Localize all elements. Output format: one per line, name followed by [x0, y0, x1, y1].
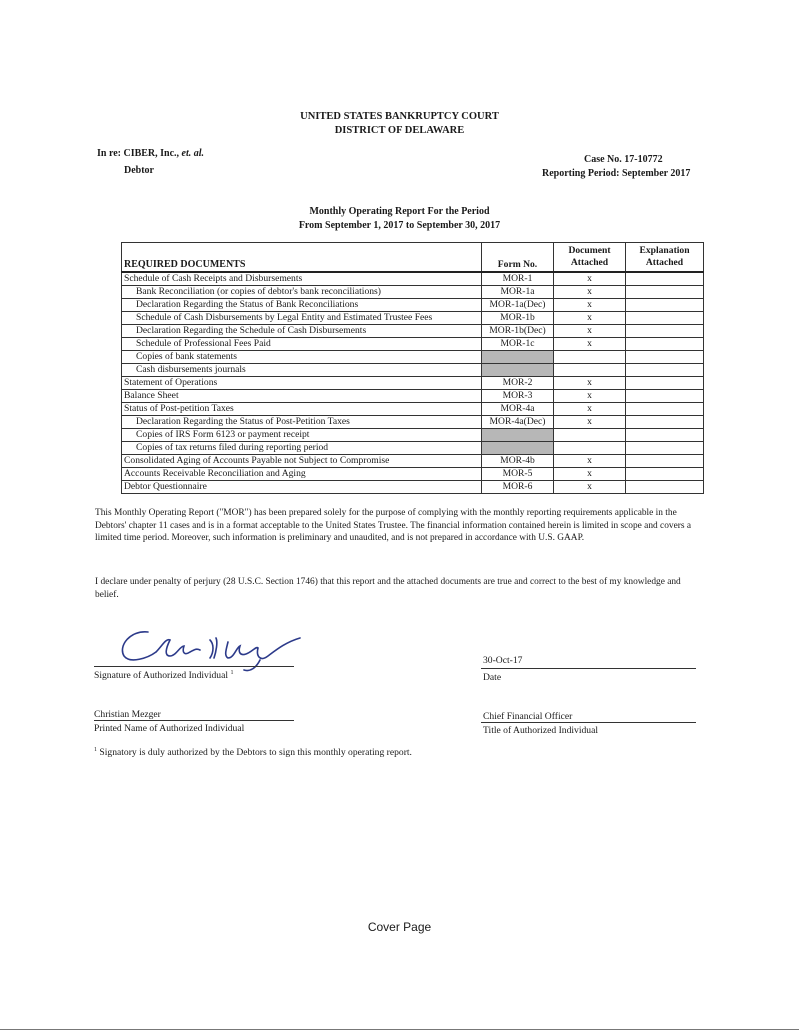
doc-cell: Declaration Regarding the Status of Post-Petition Taxes	[122, 416, 482, 429]
attached-cell: x	[554, 481, 626, 494]
table-row	[122, 403, 704, 416]
form-cell: MOR-2	[482, 377, 554, 390]
doc-cell: Schedule of Cash Receipts and Disbursements	[122, 272, 482, 286]
doc-cell: Declaration Regarding the Status of Bank Reconciliations	[122, 299, 482, 312]
court-district: DISTRICT OF DELAWARE	[334, 125, 465, 136]
signature-line	[94, 666, 294, 667]
attached-cell	[554, 351, 626, 364]
form-cell: MOR-5	[482, 468, 554, 481]
explanation-cell	[626, 403, 704, 416]
bottom-rule	[0, 1029, 799, 1030]
report-title-line1: Monthly Operating Report For the Period	[309, 206, 490, 217]
cover-page-label: Cover Page	[367, 920, 432, 934]
footnote-text: Signatory is duly authorized by the Debtors to sign this monthly operating report.	[99, 747, 412, 759]
explanation-cell	[626, 455, 704, 468]
form-cell: MOR-4a(Dec)	[482, 416, 554, 429]
attached-cell: x	[554, 403, 626, 416]
explanation-cell	[626, 312, 704, 325]
doc-cell: Status of Post-petition Taxes	[122, 403, 482, 416]
explanation-cell	[626, 272, 704, 286]
table-header-row	[122, 243, 704, 273]
attached-cell: x	[554, 416, 626, 429]
table-row	[122, 429, 704, 442]
doc-cell: Bank Reconciliation (or copies of debtor's bank reconciliations)	[122, 286, 482, 299]
doc-cell: Statement of Operations	[122, 377, 482, 390]
attached-cell: x	[554, 455, 626, 468]
table-row	[122, 272, 704, 286]
signature-label-text: Signature of Authorized Individual	[94, 670, 229, 682]
doc-cell: Schedule of Cash Disbursements by Legal Entity and Estimated Trustee Fees	[122, 312, 482, 325]
attached-cell: x	[554, 468, 626, 481]
explanation-cell	[626, 338, 704, 351]
title-label: Title of Authorized Individual	[483, 725, 599, 736]
attached-cell: x	[554, 390, 626, 403]
form-cell-shaded	[482, 351, 554, 364]
table-row	[122, 442, 704, 455]
explanation-cell	[626, 416, 704, 429]
attached-cell: x	[554, 272, 626, 286]
table-row	[122, 481, 704, 494]
form-cell: MOR-1b(Dec)	[482, 325, 554, 338]
printed-name-value: Christian Mezger	[94, 709, 161, 720]
form-cell: MOR-4a	[482, 403, 554, 416]
doc-cell: Copies of bank statements	[122, 351, 482, 364]
disclaimer-paragraph: This Monthly Operating Report ("MOR") has been prepared solely for the purpose of complying with the monthly reporting requirements applicable in the Debtors' chapter 11 cases and is in a format acceptable to the United States Trustee. The financial information contained herein is limited in scope and covers a limited time period. Moreover, such information is preliminary and unaudited, and is not prepared in accordance with U.S. GAAP.	[95, 508, 692, 543]
explanation-cell	[626, 481, 704, 494]
table-row	[122, 455, 704, 468]
title-value: Chief Financial Officer	[483, 711, 573, 722]
handwritten-signature	[110, 612, 310, 674]
table-row	[122, 325, 704, 338]
explanation-cell	[626, 442, 704, 455]
doc-cell: Balance Sheet	[122, 390, 482, 403]
signature-label	[94, 670, 233, 681]
col-header-explanation-attached: Explanation Attached	[626, 243, 704, 273]
case-number: Case No. 17-10772	[584, 154, 663, 165]
attached-cell: x	[554, 286, 626, 299]
table-row	[122, 468, 704, 481]
doc-cell: Schedule of Professional Fees Paid	[122, 338, 482, 351]
explanation-cell	[626, 286, 704, 299]
table-row	[122, 377, 704, 390]
col-header-required-documents: REQUIRED DOCUMENTS	[122, 243, 482, 273]
table-row	[122, 351, 704, 364]
report-title-line2: From September 1, 2017 to September 30, 2017	[298, 220, 501, 231]
table-row	[122, 338, 704, 351]
in-re-line	[97, 148, 204, 159]
required-documents-table	[121, 242, 704, 494]
form-cell: MOR-1a(Dec)	[482, 299, 554, 312]
attached-cell	[554, 429, 626, 442]
form-cell: MOR-1b	[482, 312, 554, 325]
attached-cell: x	[554, 325, 626, 338]
table-row	[122, 390, 704, 403]
debtor-label: Debtor	[124, 165, 154, 176]
doc-cell: Accounts Receivable Reconciliation and Aging	[122, 468, 482, 481]
printed-name-line	[94, 720, 294, 721]
attached-cell: x	[554, 312, 626, 325]
form-cell: MOR-6	[482, 481, 554, 494]
in-re-etal: et. al.	[181, 148, 205, 159]
form-cell: MOR-1	[482, 272, 554, 286]
signature-footnote-mark: 1	[230, 670, 234, 676]
attached-cell: x	[554, 299, 626, 312]
explanation-cell	[626, 364, 704, 377]
explanation-cell	[626, 468, 704, 481]
doc-cell: Consolidated Aging of Accounts Payable not Subject to Compromise	[122, 455, 482, 468]
reporting-period	[542, 168, 690, 179]
doc-cell: Cash disbursements journals	[122, 364, 482, 377]
attached-cell: x	[554, 377, 626, 390]
in-re-label: In re: CIBER, Inc.,	[97, 148, 180, 159]
footnote-mark: 1	[94, 747, 97, 753]
title-line	[481, 722, 696, 723]
form-cell-shaded	[482, 429, 554, 442]
doc-cell: Copies of tax returns filed during reporting period	[122, 442, 482, 455]
report-title	[0, 205, 799, 233]
table-row	[122, 312, 704, 325]
form-cell-shaded	[482, 442, 554, 455]
doc-cell: Declaration Regarding the Schedule of Cash Disbursements	[122, 325, 482, 338]
doc-cell: Debtor Questionnaire	[122, 481, 482, 494]
table-row	[122, 286, 704, 299]
court-heading	[0, 110, 799, 138]
explanation-cell	[626, 325, 704, 338]
reporting-period-value: September 2017	[622, 168, 691, 179]
col-header-document-attached: Document Attached	[554, 243, 626, 273]
explanation-cell	[626, 351, 704, 364]
form-cell: MOR-3	[482, 390, 554, 403]
explanation-cell	[626, 299, 704, 312]
form-cell: MOR-1a	[482, 286, 554, 299]
reporting-period-label: Reporting Period:	[542, 168, 620, 179]
table-row	[122, 416, 704, 429]
declaration-paragraph: I declare under penalty of perjury (28 U.S.C. Section 1746) that this report and the attached documents are true and correct to the best of my knowledge and belief.	[95, 577, 681, 600]
attached-cell	[554, 442, 626, 455]
doc-cell: Copies of IRS Form 6123 or payment receipt	[122, 429, 482, 442]
attached-cell: x	[554, 338, 626, 351]
form-cell: MOR-1c	[482, 338, 554, 351]
explanation-cell	[626, 429, 704, 442]
explanation-cell	[626, 390, 704, 403]
date-value: 30-Oct-17	[483, 655, 523, 666]
table-row	[122, 364, 704, 377]
court-name: UNITED STATES BANKRUPTCY COURT	[300, 111, 499, 122]
col-header-form-no: Form No.	[482, 243, 554, 273]
attached-cell	[554, 364, 626, 377]
footnote	[94, 747, 412, 758]
form-cell: MOR-4b	[482, 455, 554, 468]
table-row	[122, 299, 704, 312]
date-label: Date	[483, 672, 502, 683]
date-line	[481, 668, 696, 669]
printed-name-label: Printed Name of Authorized Individual	[94, 723, 245, 734]
form-cell-shaded	[482, 364, 554, 377]
explanation-cell	[626, 377, 704, 390]
